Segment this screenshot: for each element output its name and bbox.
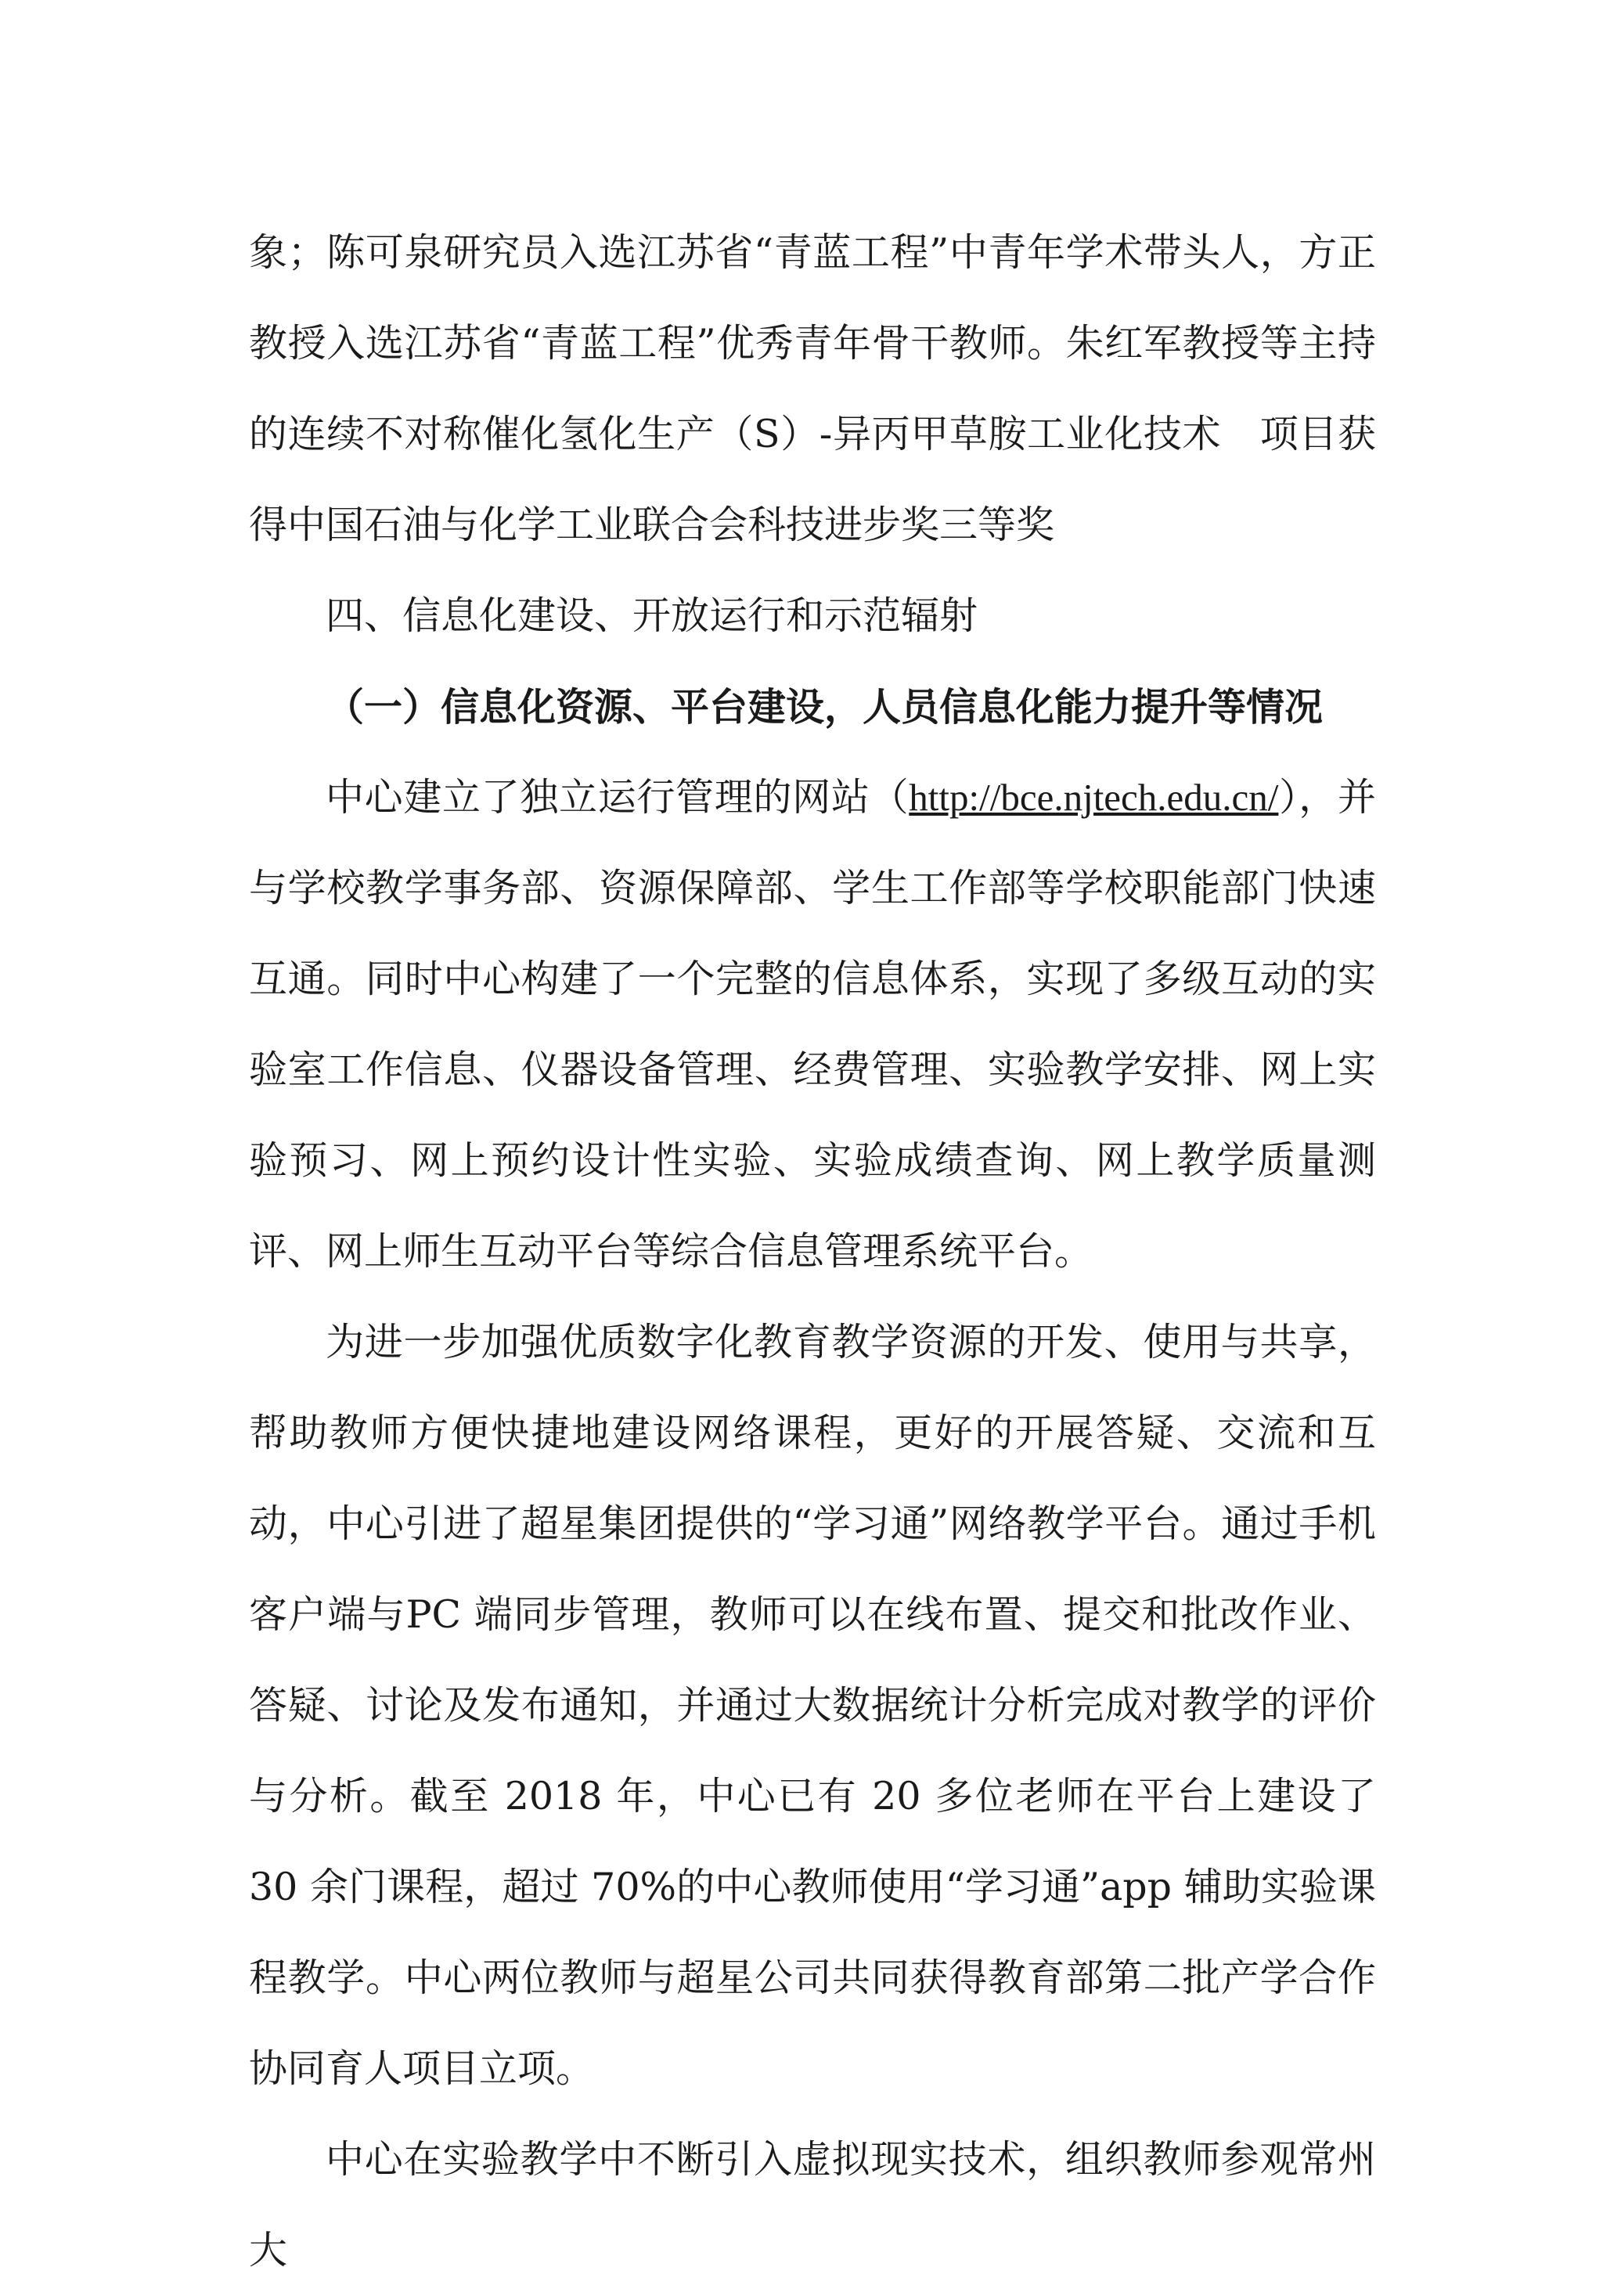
paragraph-website: [249, 752, 1376, 1297]
paragraph-continued: 象；陈可泉研究员入选江苏省“青蓝工程”中青年学术带头人，方正教授入选江苏省“青蓝工程”优秀青年骨干教师。朱红军教授等主持的连续不对称催化氢化生产（S）-异丙甲草胺工业化技术 项目获得中国石油与化学工业联合会科技进步奖三等奖: [249, 230, 1376, 547]
document-body: [249, 207, 1376, 2296]
section-heading: 四、信息化建设、开放运行和示范辐射: [326, 593, 978, 638]
website-link[interactable]: http://bce.njtech.edu.cn/: [909, 776, 1279, 819]
paragraph-website-intro: 中心建立了独立运行管理的网站（: [326, 775, 910, 820]
subsection-heading: （一）信息化资源、平台建设，人员信息化能力提升等情况: [326, 684, 1324, 730]
paragraph-website-rest: ），并与学校教学事务部、资源保障部、学生工作部等学校职能部门快速互通。同时中心构建了一个完整的信息体系，实现了多级互动的实验室工作信息、仪器设备管理、经费管理、实验教学安排、网上实验预习、网上预约设计性实验、实验成绩查询、网上教学质量测评、网上师生互动平台等综合信息管理系统平台。: [249, 775, 1376, 1274]
paragraph-platform: 为进一步加强优质数字化教育教学资源的开发、使用与共享，帮助教师方便快捷地建设网络课程，更好的开展答疑、交流和互动，中心引进了超星集团提供的“学习通”网络教学平台。通过手机客户端与PC 端同步管理，教师可以在线布置、提交和批改作业、答疑、讨论及发布通知，并通过大数据统计分析完成对教学的评价与分析。截至 2018 年，中心已有 20 多位老师在平台上建设了 30 余门课程，超过 70%的中心教师使用“学习通”app 辅助实验课程教学。中心两位教师与超星公司共同获得教育部第二批产学合作协同育人项目立项。: [249, 1320, 1376, 2091]
paragraph-virtual-reality: 中心在实验教学中不断引入虚拟现实技术，组织教师参观常州大: [249, 2137, 1376, 2273]
